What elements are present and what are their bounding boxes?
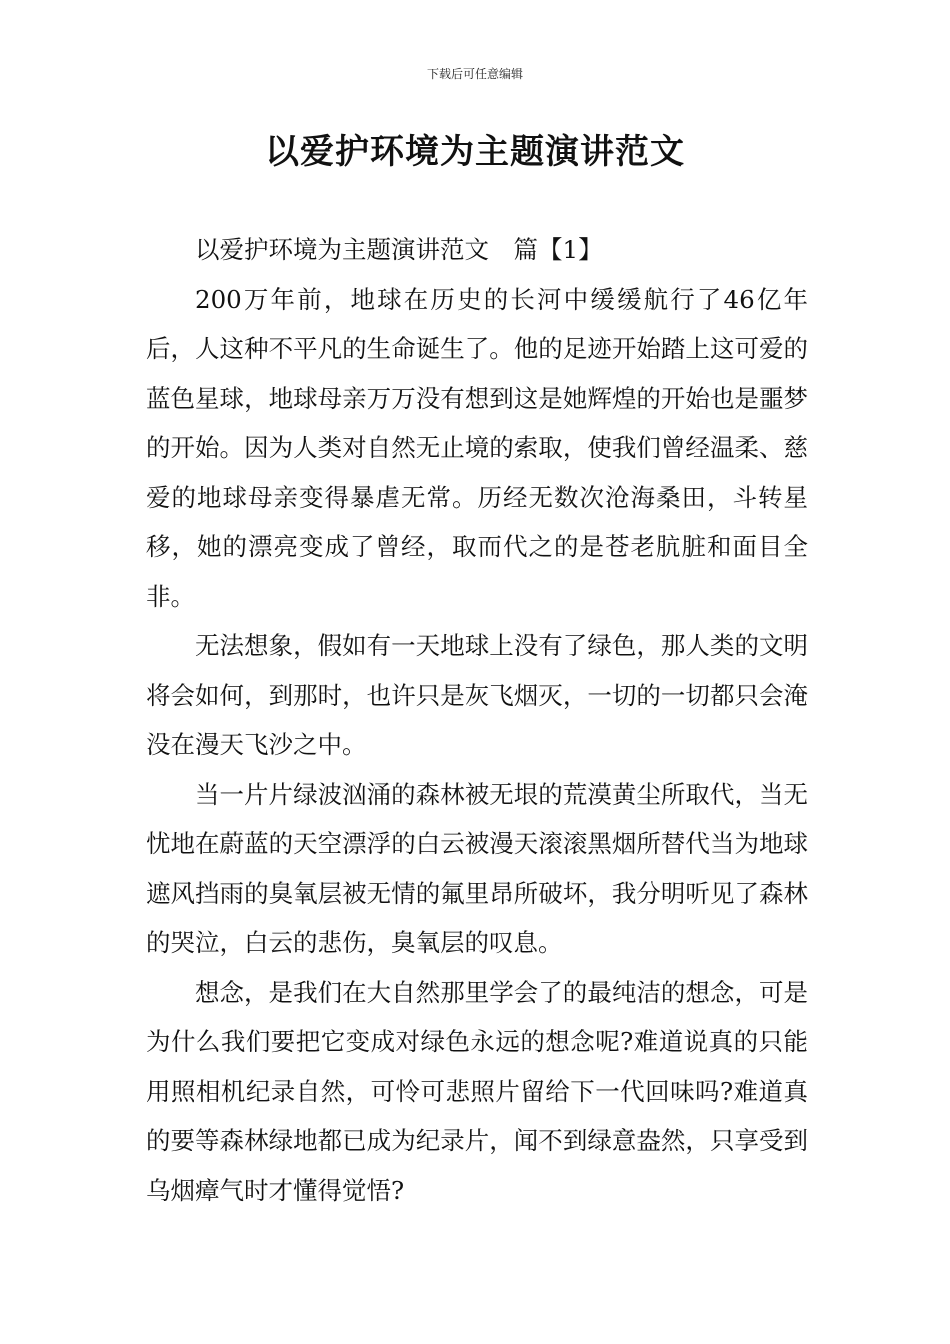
section-heading: 以爱护环境为主题演讲范文 篇【1】 [195,235,603,264]
document-title: 以爱护环境为主题演讲范文 [265,132,685,172]
paragraph-4: 想念，是我们在大自然那里学会了的最纯洁的想念，可是为什么我们要把它变成对绿色永远的想念呢?难道说真的只能用照相机纪录自然，可怜可悲照片留给下一代回味吗?难道真的要等森林绿地都已成为纪录片，闻不到绿意盎然，只享受到乌烟瘴气时才懂得觉悟? [146,977,808,1205]
header-note: 下载后可任意编辑 [426,67,523,81]
paragraph-3: 当一片片绿波汹涌的森林被无垠的荒漠黄尘所取代，当无忧地在蔚蓝的天空漂浮的白云被漫天滚滚黑烟所替代当为地球遮风挡雨的臭氧层被无情的氟里昂所破坏，我分明听见了森林的哭泣，白云的悲伤，臭氧层的叹息。 [146,779,808,957]
paragraph-2: 无法想象，假如有一天地球上没有了绿色，那人类的文明将会如何，到那时，也许只是灰飞烟灭，一切的一切都只会淹没在漫天飞沙之中。 [146,631,808,759]
paragraph-1: 200万年前，地球在历史的长河中缓缓航行了46亿年后，人这种不平凡的生命诞生了。他的足迹开始踏上这可爱的蓝色星球，地球母亲万万没有想到这是她辉煌的开始也是噩梦的开始。因为人类对自然无止境的索取，使我们曾经温柔、慈爱的地球母亲变得暴虐无常。历经无数次沧海桑田，斗转星移，她的漂亮变成了曾经，取而代之的是苍老肮脏和面目全非。 [146,284,808,611]
document-body [146,225,808,1215]
